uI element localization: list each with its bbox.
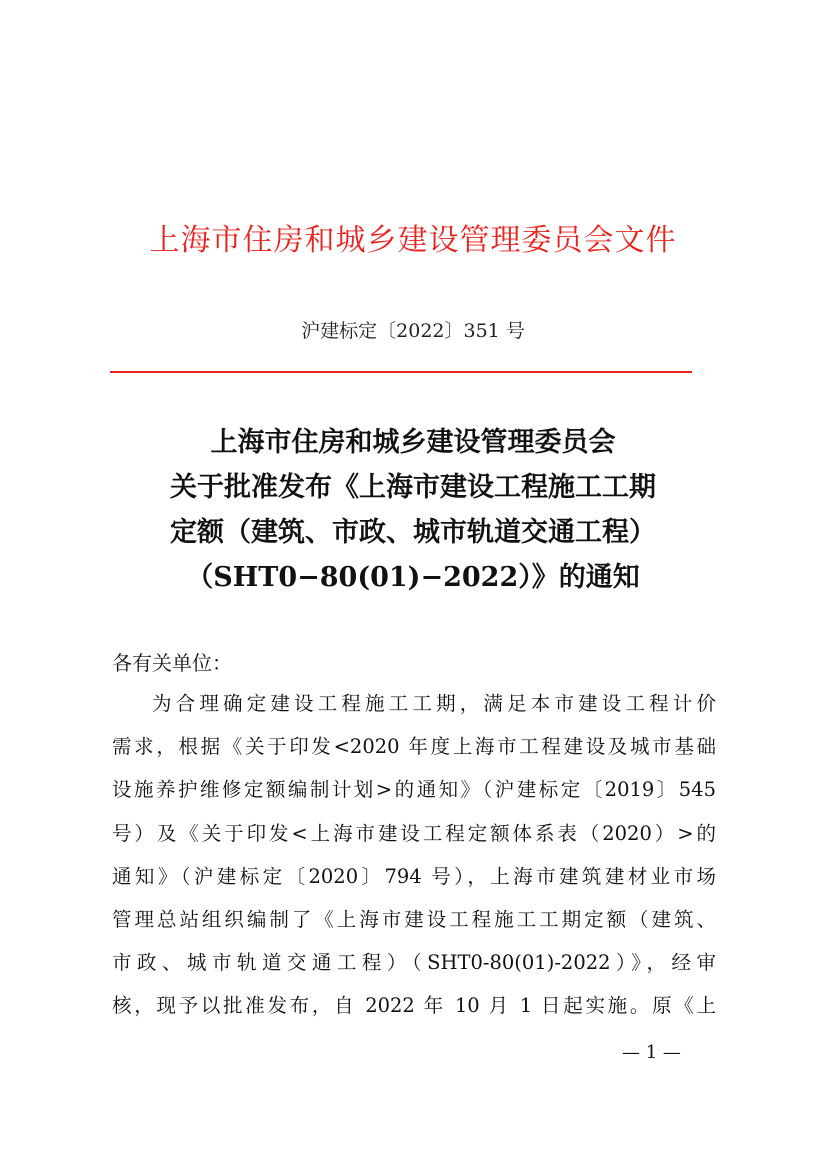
salutation: 各有关单位： xyxy=(112,651,232,675)
notice-title xyxy=(60,420,766,600)
body-paragraph xyxy=(112,682,716,1028)
title-line: 上海市住房和城乡建设管理委员会 xyxy=(210,427,616,458)
body-line: 通知》（沪建标定〔2020〕794 号），上海市建筑建材业市场 xyxy=(112,864,716,888)
title-line: 关于批准发布《上海市建设工程施工工期 xyxy=(170,472,656,503)
title-line: （SHT0−80(01)−2022）》的通知 xyxy=(186,562,640,593)
body-line: 管理总站组织编制了《上海市建设工程施工工期定额（建筑、 xyxy=(112,908,716,932)
body-line: 市政、城市轨道交通工程）（SHT0-80(01)-2022）》，经审 xyxy=(112,951,716,975)
document-number: 沪建标定〔2022〕351 号 xyxy=(301,320,525,342)
body-line: 设施养护维修定额编制计划>的通知》（沪建标定〔2019〕545 xyxy=(112,778,716,802)
body-line: 核，现予以批准发布，自 2022 年 10 月 1 日起实施。原《上 xyxy=(112,994,716,1018)
issuer-title: 上海市住房和城乡建设管理委员会文件 xyxy=(149,223,677,258)
body-line: 号）及《关于印发<上海市建设工程定额体系表（2020）>的 xyxy=(112,821,716,845)
red-divider xyxy=(110,371,692,373)
page-number: — 1 — xyxy=(622,1042,681,1063)
title-line: 定额（建筑、市政、城市轨道交通工程） xyxy=(170,517,656,548)
body-line: 为合理确定建设工程施工工期，满足本市建设工程计价 xyxy=(152,692,716,715)
body-line: 需求，根据《关于印发<2020 年度上海市工程建设及城市基础 xyxy=(112,735,716,759)
